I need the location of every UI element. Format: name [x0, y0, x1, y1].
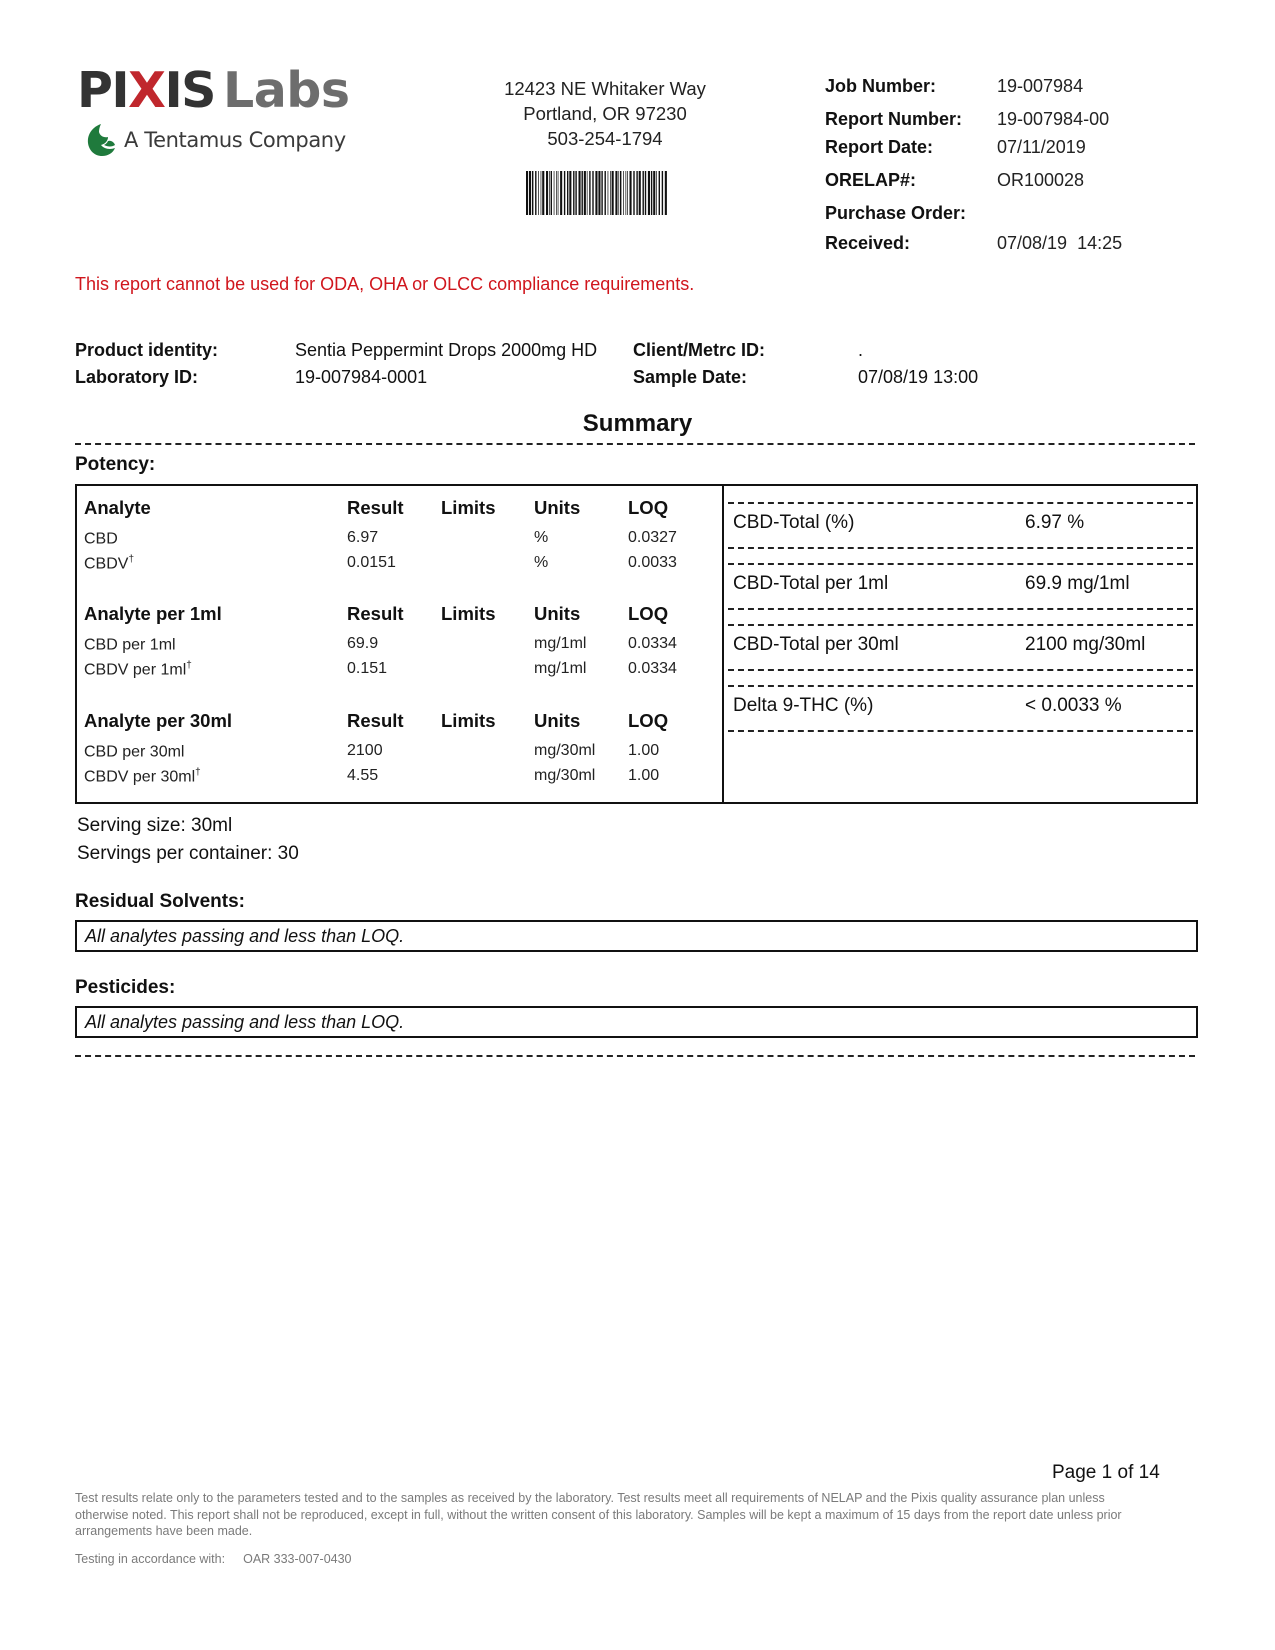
product-identity-label: Product identity:	[75, 340, 218, 360]
potency-group-header: Analyte	[84, 497, 151, 518]
total-row-top-divider	[728, 624, 1193, 626]
servings-per-container: Servings per container: 30	[77, 843, 299, 864]
client-metrc-id-value: .	[858, 340, 864, 360]
summary-title: Summary	[582, 410, 693, 437]
total-row-top-divider	[728, 685, 1193, 687]
potency-analyte: CBDV†	[84, 554, 135, 573]
potency-column-header-units: Units	[534, 497, 581, 518]
barcode-bar	[535, 171, 536, 215]
barcode-bar	[610, 171, 611, 215]
potency-units: mg/1ml	[534, 635, 587, 652]
potency-result: 0.0151	[347, 554, 396, 571]
total-row-bottom-divider	[728, 608, 1193, 610]
barcode-bar	[659, 171, 660, 215]
barcode-bar	[587, 171, 588, 215]
address-phone: 503-254-1794	[547, 128, 663, 149]
report-number-value: 19-007984-00	[997, 109, 1110, 129]
barcode-bar	[532, 171, 533, 215]
dagger-footnote-marker: †	[195, 767, 201, 778]
total-row-top-divider	[728, 502, 1193, 504]
barcode-bar	[569, 171, 571, 215]
potency-column-header-units: Units	[534, 710, 581, 731]
barcode-bar	[592, 171, 593, 215]
lab-address	[480, 76, 730, 151]
potency-units: mg/30ml	[534, 767, 596, 784]
potency-column-header-limits: Limits	[441, 710, 496, 731]
total-row-bottom-divider	[728, 730, 1193, 732]
total-row-top-divider	[728, 563, 1193, 565]
total-label: Delta 9-THC (%)	[733, 695, 874, 716]
barcode-bar	[564, 171, 565, 215]
potency-column-header-result: Result	[347, 497, 404, 518]
testing-accordance-label: Testing in accordance with:	[75, 1552, 226, 1566]
barcode-bar	[567, 171, 568, 215]
potency-table-divider	[722, 484, 724, 804]
barcode-bar	[582, 171, 583, 215]
testing-accordance	[75, 1552, 352, 1566]
barcode-bar	[538, 171, 539, 215]
barcode-bar	[589, 171, 590, 215]
barcode-bar	[542, 171, 544, 215]
potency-loq: 0.0334	[628, 635, 677, 652]
barcode-bar	[573, 171, 574, 215]
barcode-bar	[633, 171, 634, 215]
summary-divider	[75, 443, 1195, 445]
barcode-bar	[529, 171, 531, 215]
potency-result: 69.9	[347, 635, 379, 652]
pesticides-result: All analytes passing and less than LOQ.	[85, 1012, 405, 1032]
barcode-bar	[575, 171, 576, 215]
potency-result: 2100	[347, 742, 383, 759]
leaf-globe-icon	[84, 122, 118, 158]
received-label: Received:	[825, 233, 911, 253]
residual-solvents-result: All analytes passing and less than LOQ.	[85, 926, 405, 946]
potency-analyte: CBD	[84, 530, 118, 548]
purchase-order-label: Purchase Order:	[825, 203, 967, 223]
section-end-divider	[75, 1055, 1195, 1057]
barcode-bar	[541, 171, 542, 215]
potency-loq: 1.00	[628, 767, 660, 784]
potency-loq: 0.0334	[628, 660, 677, 677]
logo-text-is: IS	[164, 62, 215, 119]
potency-units: %	[534, 554, 549, 571]
logo-text-labs: Labs	[222, 62, 350, 119]
dagger-footnote-marker: †	[186, 660, 192, 671]
total-row-bottom-divider	[728, 669, 1193, 671]
barcode-bar	[620, 171, 621, 215]
barcode-bar	[627, 171, 628, 215]
total-value: 2100 mg/30ml	[1025, 634, 1146, 655]
pesticides-label: Pesticides:	[75, 977, 176, 998]
barcode-bar	[584, 171, 586, 215]
logo-tagline	[84, 122, 346, 158]
barcode-bar	[551, 171, 552, 215]
barcode-bar	[623, 171, 624, 215]
pixis-labs-logo	[77, 62, 350, 119]
logo-text-x: X	[128, 62, 165, 119]
barcode-bar	[526, 171, 528, 215]
barcode-bar	[618, 171, 619, 215]
barcode-bar	[639, 171, 641, 215]
barcode-bar	[608, 171, 609, 215]
report-date-label: Report Date:	[825, 137, 934, 157]
potency-loq: 0.0327	[628, 529, 677, 546]
potency-units: mg/30ml	[534, 742, 596, 759]
address-city: Portland, OR 97230	[523, 103, 687, 124]
total-value: 69.9 mg/1ml	[1025, 573, 1130, 594]
barcode-bar	[615, 171, 617, 215]
potency-result: 0.151	[347, 660, 388, 677]
potency-units: %	[534, 529, 549, 546]
barcode-bar	[549, 171, 550, 215]
residual-solvents-result-box	[75, 920, 1198, 952]
testing-accordance-value: OAR 333-007-0430	[243, 1552, 352, 1566]
total-label: CBD-Total (%)	[733, 512, 855, 533]
received-value: 07/08/19 14:25	[997, 233, 1123, 253]
potency-analyte: CBD per 1ml	[84, 636, 176, 654]
orelap-value: OR100028	[997, 170, 1085, 190]
sample-date-value: 07/08/19 13:00	[858, 367, 979, 387]
potency-group-header: Analyte per 1ml	[84, 603, 222, 624]
barcode-bar	[612, 171, 614, 215]
laboratory-id-value: 19-007984-0001	[295, 367, 428, 387]
barcode-bar	[648, 171, 650, 215]
barcode-bar	[558, 171, 559, 215]
potency-result: 6.97	[347, 529, 379, 546]
potency-group-header: Analyte per 30ml	[84, 710, 233, 731]
potency-column-header-result: Result	[347, 710, 404, 731]
potency-result: 4.55	[347, 767, 379, 784]
potency-column-header-result: Result	[347, 603, 404, 624]
total-value: < 0.0033 %	[1025, 695, 1122, 716]
footer-disclaimer: Test results relate only to the parameters tested and to the samples as received by the laboratory. Test results meet all requirements of NELAP and the Pixis quality assurance plan unless otherwise noted. This report shall not be reproduced, except in full, without the written consent of this laboratory. Samples will be kept a maximum of 15 days from the report date unless prior arrangements have been made.	[75, 1491, 1122, 1538]
barcode-bar	[560, 171, 562, 215]
potency-analyte: CBDV per 1ml†	[84, 660, 192, 679]
barcode-bar	[630, 171, 632, 215]
barcode-bar	[556, 171, 557, 215]
compliance-warning: This report cannot be used for ODA, OHA or OLCC compliance requirements.	[75, 274, 695, 294]
address-street: 12423 NE Whitaker Way	[504, 78, 706, 99]
barcode-bar	[645, 171, 646, 215]
client-metrc-id-label: Client/Metrc ID:	[633, 340, 766, 360]
barcode-bar	[662, 171, 663, 215]
total-label: CBD-Total per 30ml	[733, 634, 899, 655]
potency-column-header-loq: LOQ	[628, 603, 669, 624]
barcode-bar	[579, 171, 581, 215]
job-number-label: Job Number:	[825, 76, 937, 96]
barcode-bar	[626, 171, 627, 215]
total-label: CBD-Total per 1ml	[733, 573, 889, 594]
barcode-bar	[605, 171, 606, 215]
barcode-bar	[653, 171, 655, 215]
potency-column-header-units: Units	[534, 603, 581, 624]
logo-text-pi: PI	[77, 62, 129, 119]
barcode-bar	[643, 171, 644, 215]
potency-units: mg/1ml	[534, 660, 587, 677]
potency-column-header-loq: LOQ	[628, 710, 669, 731]
barcode-bar	[656, 171, 657, 215]
pesticides-result-box	[75, 1006, 1198, 1038]
barcode-bar	[636, 171, 637, 215]
barcode-bar	[595, 171, 597, 215]
total-value: 6.97 %	[1025, 512, 1085, 533]
barcode-bar	[651, 171, 652, 215]
potency-loq: 0.0033	[628, 554, 677, 571]
logo-tagline-text: A Tentamus Company	[124, 128, 346, 152]
potency-label: Potency:	[75, 454, 156, 475]
potency-column-header-limits: Limits	[441, 603, 496, 624]
job-number-value: 19-007984	[997, 76, 1084, 96]
page-number: Page 1 of 14	[1052, 1462, 1160, 1483]
laboratory-id-label: Laboratory ID:	[75, 367, 199, 387]
barcode-bar	[546, 171, 548, 215]
total-row-bottom-divider	[728, 547, 1193, 549]
barcode-bar	[601, 171, 602, 215]
potency-column-header-loq: LOQ	[628, 497, 669, 518]
potency-loq: 1.00	[628, 742, 660, 759]
barcode-bar	[665, 171, 667, 215]
serving-size: Serving size: 30ml	[77, 815, 233, 836]
barcode-bar	[554, 171, 555, 215]
report-date-value: 07/11/2019	[997, 137, 1086, 157]
potency-analyte: CBDV per 30ml†	[84, 767, 201, 786]
barcode-bar	[598, 171, 600, 215]
residual-solvents-label: Residual Solvents:	[75, 891, 245, 912]
report-number-label: Report Number:	[825, 109, 963, 129]
potency-analyte: CBD per 30ml	[84, 743, 185, 761]
orelap-label: ORELAP#:	[825, 170, 917, 190]
sample-date-label: Sample Date:	[633, 367, 748, 387]
dagger-footnote-marker: †	[128, 554, 135, 565]
product-identity-value: Sentia Peppermint Drops 2000mg HD	[295, 340, 598, 360]
barcode	[526, 171, 668, 215]
potency-column-header-limits: Limits	[441, 497, 496, 518]
